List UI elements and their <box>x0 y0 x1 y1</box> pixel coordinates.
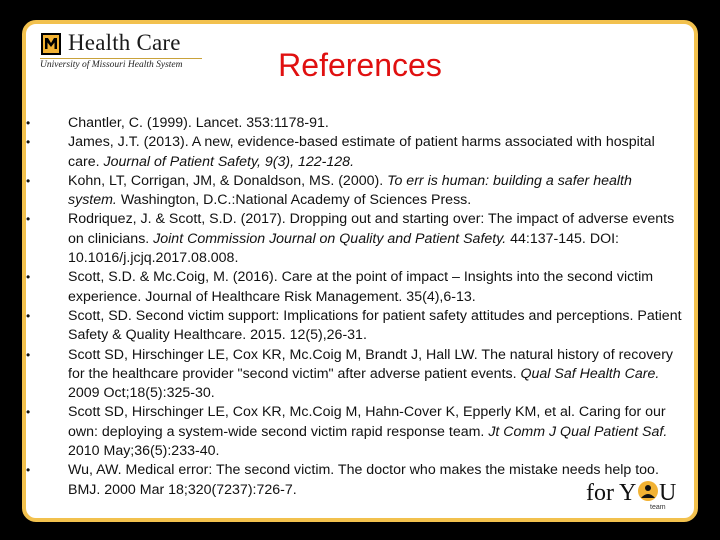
reference-text: 2010 May;36(5):233-40. <box>68 443 220 460</box>
reference-item <box>22 307 682 346</box>
reference-italic-text: To err is human: building a safer health system. <box>68 172 632 209</box>
logo-name: Health Care <box>68 30 181 55</box>
reference-text: Scott SD, Hirschinger LE, Cox KR, Mc.Coig M, Hahn-Cover K, Epperly KM, et al. Caring for our own: deploying a system-wide second victim rapid response team. <box>68 404 666 440</box>
reference-italic-text: Journal of Patient Safety, 9(3), 122-128. <box>103 153 355 170</box>
reference-text: James, J.T. (2013). A new, evidence-based estimate of patient harms associated with hospital care. <box>68 134 655 170</box>
reference-italic-text: Jt Comm J Qual Patient Saf. <box>488 423 668 440</box>
foryou-team-label: team <box>650 504 666 511</box>
reference-item <box>22 346 682 404</box>
bullet-point: • <box>26 405 31 420</box>
bullet-point: • <box>26 212 31 227</box>
foryou-logo <box>586 474 690 514</box>
reference-text: Chantler, C. (1999). Lancet. 353:1178-91. <box>68 115 329 131</box>
reference-text: Scott SD, Hirschinger LE, Cox KR, Mc.Coig M, Brandt J, Hall LW. The natural history of recovery for the healthcare provider "second victim" after adverse patient events. <box>68 346 674 382</box>
reference-text: Kohn, LT, Corrigan, JM, & Donaldson, MS. (2000). <box>68 172 388 189</box>
reference-text: 44:137-145. DOI: 10.1016/j.jcjq.2017.08.008. <box>68 230 619 267</box>
health-care-logo <box>40 30 220 74</box>
bullet-point: • <box>26 173 31 188</box>
reference-item <box>22 114 682 133</box>
svg-text:for: for <box>586 480 614 506</box>
bullet-point: • <box>26 270 31 285</box>
reference-item <box>22 210 682 268</box>
reference-item <box>22 403 682 461</box>
reference-text: Scott, SD. Second victim support: Implications for patient safety attitudes and perceptions. Patient Safety & Quality Healthcare. 2015. 12(5),26-31. <box>68 307 682 344</box>
logo-subtitle: University of Missouri Health System <box>40 60 183 70</box>
bullet-point: • <box>26 308 31 323</box>
reference-text: 2009 Oct;18(5):325-30. <box>68 385 215 402</box>
reference-text: Wu, AW. Medical error: The second victim. The doctor who makes the mistake needs help too. BMJ. 2000 Mar 18;320(7237):726-7. <box>68 462 659 498</box>
reference-text: Washington, D.C.:National Academy of Sciences Press. <box>116 192 472 209</box>
reference-item <box>22 461 682 500</box>
mizzou-shield-icon <box>40 32 62 56</box>
svg-text:U: U <box>659 480 677 506</box>
reference-text: Rodriquez, J. & Scott, S.D. (2017). Dropping out and starting over: The impact of adverse events on clinicians. <box>68 211 675 247</box>
reference-text: Scott, S.D. & Mc.Coig, M. (2016). Care at the point of impact – Insights into the second victim experience. Journal of Healthcare Risk Management. 35(4),6-13. <box>68 269 654 305</box>
page-title: References <box>278 47 442 83</box>
bullet-point: • <box>26 463 31 478</box>
reference-list <box>22 114 682 500</box>
bullet-point: • <box>26 116 31 130</box>
foryou-logo-graphic <box>586 474 690 514</box>
svg-text:Y: Y <box>619 480 637 506</box>
reference-italic-text: Qual Saf Health Care. <box>520 365 660 382</box>
logo-divider <box>40 58 202 59</box>
bullet-point: • <box>26 135 31 150</box>
bullet-point: • <box>26 347 31 362</box>
reference-item <box>22 172 682 211</box>
reference-italic-text: Joint Commission Journal on Quality and Patient Safety. <box>153 230 507 247</box>
reference-item <box>22 268 682 307</box>
reference-item <box>22 133 682 172</box>
